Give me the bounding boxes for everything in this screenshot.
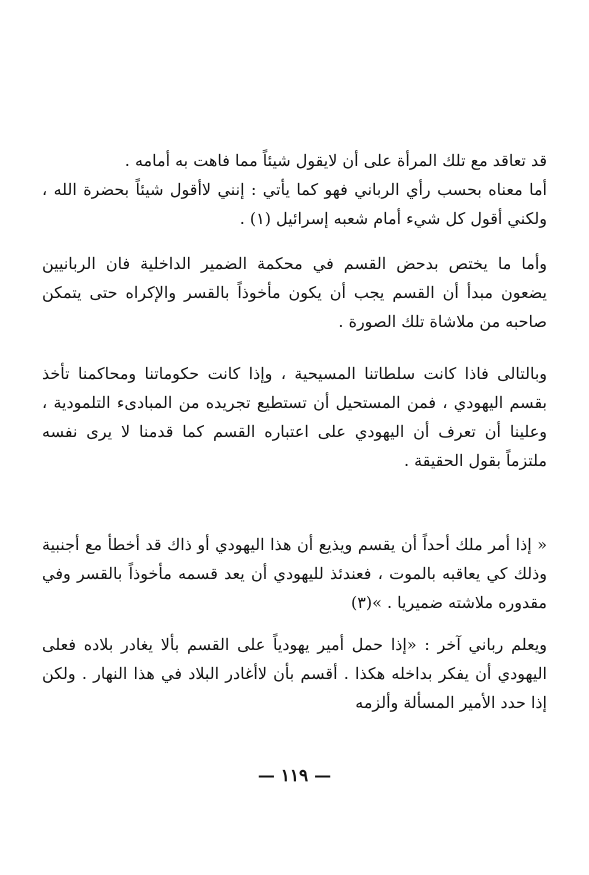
page-number: — ١١٩ — <box>257 766 332 786</box>
paragraph-4: وبالتالى فاذا كانت سلطاتنا المسيحية ، وإذا كانت حكوماتنا ومحاكمنا تأخذ بقسم اليهودي ، فمن المستحيل أن تستطيع تجريده من المبادىء التلمودية ، وعلينا أن تعرف أن اليهودي على اعتباره القسم كما قدمنا لا يرى نفسه ملتزماً بقول الحقيقة . <box>42 364 547 470</box>
paragraph-2: أما معناه بحسب رأي الرباني فهو كما يأتي : إنني لاأقول شيئاً بحضرة الله ، ولكني أقول كل شيء أمام شعبه إسرائيل (١) . <box>42 180 547 228</box>
paragraph-6: ويعلم رباني آخر : «إذا حمل أمير يهودياً على القسم بألا يغادر بلاده فعلى اليهودي أن يفكر بداخله هكذا . أقسم بأن لاأغادر البلاد في هذا النهار . ولكن إذا حدد الأمير المسألة وألزمه <box>42 635 547 712</box>
paragraph-1: قد تعاقد مع تلك المرأة على أن لايقول شيئاً مما فاهت به أمامه . <box>124 151 547 170</box>
paragraph-5-quote: « إذا أمر ملك أحداً أن يقسم ويذيع أن هذا اليهودي أو ذاك قد أخطأ مع أجنبية وذلك كي يعاقبه بالموت ، فعندئذ لليهودي أن يعد قسمه مأخوذاً بالقسر وفي مقدوره ملاشته ضميريا . »(٣) <box>42 535 547 612</box>
paragraph-3: وأما ما يختص بدحض القسم في محكمة الضمير الداخلية فان الربانيين يضعون مبدأ أن القسم يجب أن يكون مأخوذاً بالقسر والإكراه حتى يتمكن صاحبه من ملاشاة تلك الصورة . <box>42 254 547 331</box>
